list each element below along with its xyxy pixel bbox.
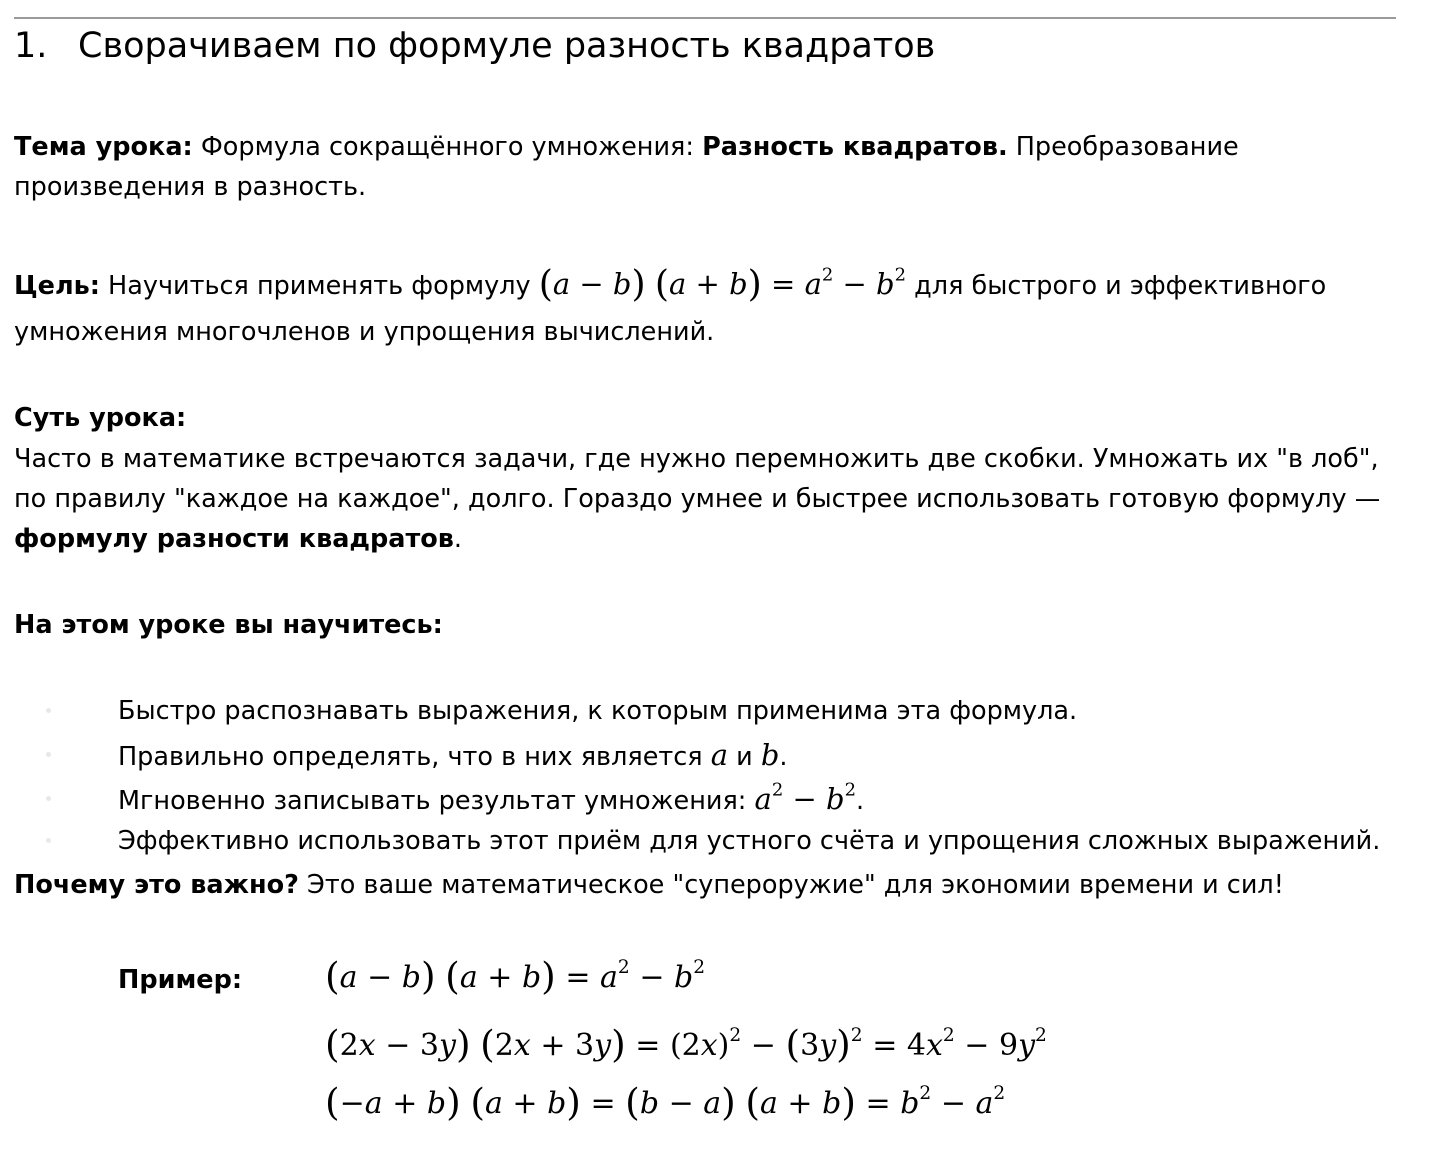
example-equation-1: (a − b) $(a + b) = a^2 - b^2$ bbox=[325, 954, 706, 998]
example-equation-3: (−a + b) (a + b) = (b − a) $(a + b) = b^2 - a^2$ bbox=[325, 1080, 1006, 1124]
heading-number: 1. bbox=[14, 26, 48, 66]
essence-line-2: по правилу "каждое на каждое", долго. Гораздо умнее и быстрее использовать готовую формулу — bbox=[14, 484, 1381, 514]
example-equation-2: (2x − 3y) $(2x + 3y) = (2x)^2 - (3y)^2 = 4x^2 - 9y^2$ bbox=[325, 1022, 1047, 1066]
topic-paragraph bbox=[14, 127, 1414, 167]
bullet-icon bbox=[46, 838, 51, 843]
goal-text: Научиться применять формулу bbox=[99, 271, 539, 301]
goal-formula: (a − b) $(a + b) = a^2 - b^2$ bbox=[538, 262, 907, 305]
why-text: Это ваше математическое "супероружие" для экономии времени и сил! bbox=[298, 870, 1284, 900]
list-item: Эффективно использовать этот приём для устного счёта и упрощения сложных выражений. bbox=[0, 821, 1438, 861]
essence-line-3: формулу разности квадратов. bbox=[14, 524, 463, 554]
goal-paragraph-line2: умножения многочленов и упрощения вычислений. bbox=[14, 317, 715, 347]
list-item: Правильно определять, что в них является a и b. bbox=[0, 733, 1438, 777]
why-paragraph bbox=[14, 865, 1414, 905]
essence-bold: формулу разности квадратов bbox=[14, 524, 454, 554]
essence-line-1: Часто в математике встречаются задачи, где нужно перемножить две скобки. Умножать их "в лоб", bbox=[14, 444, 1379, 474]
bullet-icon bbox=[46, 796, 51, 801]
topic-text-end: Преобразование bbox=[1007, 132, 1239, 162]
bullet-icon bbox=[46, 708, 51, 713]
topic-label: Тема урока: bbox=[14, 132, 193, 162]
bullet-icon bbox=[46, 752, 51, 757]
topic-bold: Разность квадратов. bbox=[702, 132, 1008, 162]
lesson-heading bbox=[14, 22, 935, 70]
essence-label: Суть урока: bbox=[14, 403, 187, 433]
learn-heading: На этом уроке вы научитесь: bbox=[14, 610, 443, 640]
goal-label: Цель: bbox=[14, 271, 100, 301]
why-label: Почему это важно? bbox=[14, 870, 299, 900]
heading-title: Сворачиваем по формуле разность квадратов bbox=[78, 26, 936, 66]
learn-list bbox=[0, 689, 1438, 861]
topic-paragraph-line2: произведения в разность. bbox=[14, 172, 367, 202]
topic-text: Формула сокращённого умножения: bbox=[192, 132, 703, 162]
list-item: Быстро распознавать выражения, к которым применима эта формула. bbox=[0, 689, 1438, 733]
list-item: Мгновенно записывать результат умножения: $a^2 - b^2$. bbox=[0, 777, 1438, 821]
goal-text-end: для быстрого и эффективного bbox=[906, 271, 1327, 301]
goal-paragraph bbox=[14, 262, 1414, 308]
top-divider bbox=[14, 17, 1396, 19]
example-label: Пример: bbox=[118, 965, 243, 995]
